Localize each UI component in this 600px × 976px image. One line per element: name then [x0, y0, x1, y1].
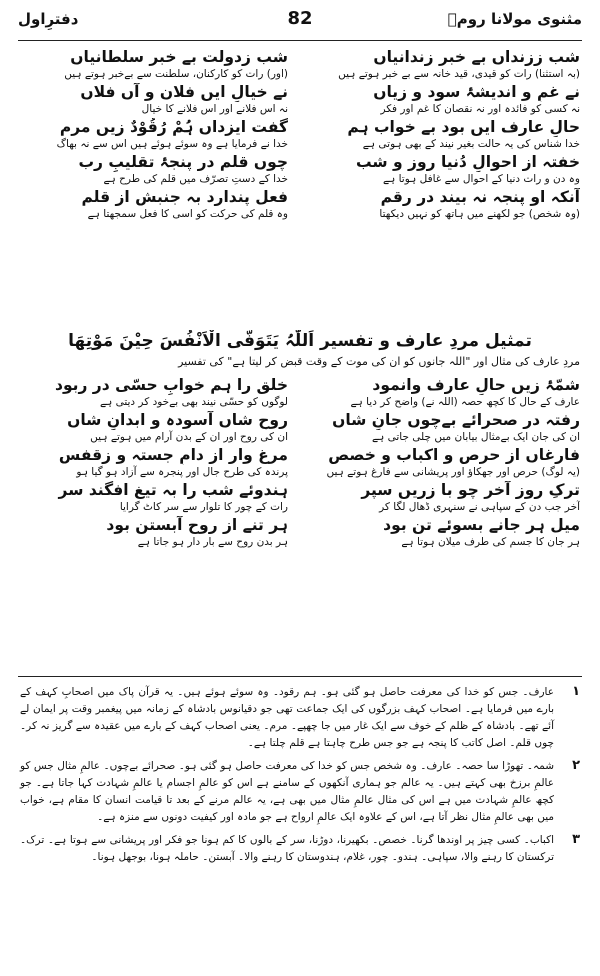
- couplet: [310, 153, 580, 186]
- couplet: [22, 411, 288, 444]
- page-number: 82: [287, 8, 313, 29]
- translation-line: لوگوں کو حسّی نیند بھی بےخود کر دیتی ہے: [99, 396, 288, 408]
- footnote-text: شمہ۔ تھوڑا سا حصہ۔ عارف۔ وہ شخص جس کو خدا کی معرفت حاصل ہو گئی ہو۔ صحرائے بےچوں۔ عالمِ مثال جس کو عالمِ برزخ بھی کہتے ہیں۔ یہ عالم جو ہماری آنکھوں کے سامنے ہے اس کو عالمِ اجسام یا عالمِ شہادت کہا جاتا ہے۔ جو کچھ عالمِ شہادت میں ہے اس کی مثال عالمِ مثال میں بھی ہے، یہ عالم مرنے کے بعد تا قیامت انسان کا مقام ہے، خواب میں بھی عالمِ مثال نظر آتا ہے، اس کے علاوہ ایک عالمِ ارواح ہے جو مادہ اور کیفیت دونوں سے منزہ ہے۔: [20, 760, 554, 823]
- section-subheading: مردِ عارف کی مثال اور "اللہ جانوں کو ان کی موت کے وقت قبض کر لیتا ہے" کی تفسیر: [178, 355, 580, 368]
- couplet: [22, 516, 288, 549]
- footnote: [20, 684, 580, 752]
- verse-line: شب زِدولت بے خبر سلطانیاں: [70, 48, 288, 66]
- couplet: [310, 481, 580, 514]
- translation-line: وہ قلم کی حرکت کو اسی کا فعل سمجھتا ہے: [87, 208, 288, 220]
- verse-line: فارغاں از حرص و اکباب و خصص: [328, 446, 580, 464]
- translation-line: (وہ شخص) جو لکھنے میں ہاتھ کو نہیں دیکھتا: [379, 208, 580, 220]
- couplet: [22, 48, 288, 81]
- left-column-block-1: [22, 48, 288, 223]
- verse-line: روحِ شاں آسودہ و ابدانِ شاں: [67, 411, 288, 429]
- translation-line: رات کے چور کا تلوار سے سر کاٹ گرایا: [119, 501, 288, 513]
- translation-line: وہ دن و رات دنیا کے احوال سے غافل ہوتا ہے: [382, 173, 580, 185]
- translation-line: ہر جان کا جسم کی طرف میلان ہوتا ہے: [401, 536, 580, 548]
- translation-line: عارف کے حال کا کچھ حصہ (اللہ نے) واضح کر دیا ہے: [350, 396, 580, 408]
- couplet: [22, 118, 288, 151]
- footnote-text: اکباب۔ کسی چیز پر اوندھا گرنا۔ خصص۔ بکھیرنا، دوڑنا، سر کے بالوں کا کم ہونا جو فکر اور پریشانی سے ہوتا ہے۔ ترک۔ ترکستان کا رہنے والا، سپاہی۔ ہندو۔ چور، غلام، ہندوستان کا رہنے والا۔ آبستن۔ حاملہ ہونا، بوجھل ہونا۔: [20, 834, 554, 863]
- footnote-marker: ۱: [572, 684, 580, 699]
- couplet: [310, 376, 580, 409]
- verse-line: میل ہر جانے بسوئے تن بود: [383, 516, 580, 534]
- couplet: [22, 153, 288, 186]
- couplet: [310, 83, 580, 116]
- header-rule: [18, 40, 582, 41]
- verse-line: خلق را ہم خوابِ حسّی در ربود: [54, 376, 288, 394]
- couplet: [310, 516, 580, 549]
- verse-line: حالِ عارف ایں بود بے خواب ہم: [347, 118, 580, 136]
- verse-line: نے خیالِ ایں فلان و آں فلاں: [80, 83, 288, 101]
- verse-line: آنکہ او پنجہ نہ بیند در رقم: [380, 188, 580, 206]
- footnote: [20, 832, 580, 866]
- translation-line: (یہ لوگ) حرص اور جھکاؤ اور پریشانی سے فارغ ہوتے ہیں: [326, 466, 580, 478]
- verse-line: ہر تنے از روح آبستن بود: [106, 516, 288, 534]
- footnotes: [20, 684, 580, 872]
- translation-line: خدا کے دستِ تصرّف میں قلم کی طرح ہے: [103, 173, 288, 185]
- couplet: [310, 411, 580, 444]
- book-title: مثنوی مولانا رومؒ: [447, 10, 582, 28]
- translation-line: ان کی جان ایک بےمثال بیابان میں چلی جاتی ہے: [371, 431, 580, 443]
- left-column-block-2: [22, 376, 288, 551]
- couplet: [22, 446, 288, 479]
- section-heading: تمثیل مردِ عارف و تفسیر اَللّٰہُ یَتَوَفَّی الْاَنْفُسَ حِیْنَ مَوْتِھَا: [68, 331, 532, 351]
- translation-line: نہ اس فلانے اور اس فلانے کا خیال: [141, 103, 288, 115]
- couplet: [310, 446, 580, 479]
- right-column-block-2: [310, 376, 580, 551]
- footnote: [20, 758, 580, 826]
- couplet: [310, 48, 580, 81]
- couplet: [22, 83, 288, 116]
- translation-line: نہ کسی کو فائدہ اور نہ نقصان کا غم اور فکر: [380, 103, 580, 115]
- volume-title: دفترِاول: [18, 10, 79, 28]
- footnote-marker: ۳: [572, 832, 580, 847]
- verse-line: نے غمِ و اندیشۂ سود و زیاں: [373, 83, 580, 101]
- translation-line: خدا نے فرمایا ہے وہ سوئے ہوئے ہیں اس سے نہ بھاگ: [56, 138, 288, 150]
- footnote-text: عارف۔ جس کو خدا کی معرفت حاصل ہو گئی ہو۔ ہم رقود۔ وہ سوئے ہوئے ہیں۔ یہ قرآن پاک میں اصحابِ کہف کے بارے میں فرمایا ہے۔ اصحاب کہف بزرگوں کی ایک جماعت تھی جو دقیانوس بادشاہ کے زمانہ میں پیغمبر وقت پر ایمان لے آئے تھے۔ بادشاہ کے ظلم کے خوف سے ایک غار میں جا چھپے۔ مرم۔ یعنی اصحاب کہف کے بارے میں عقیدہ سے گریز نہ کر۔ چوں قلم۔ اصل کاتب کا پنجہ ہے جو جس طرح چاہتا ہے قلم چلتا ہے۔: [20, 686, 554, 749]
- translation-line: (اور) رات کو کارکنان، سلطنت سے بےخبر ہوتے ہیں: [64, 68, 288, 80]
- couplet: [22, 376, 288, 409]
- couplet: [22, 481, 288, 514]
- footnote-rule: [18, 676, 582, 677]
- translation-line: پرندہ کی طرح جال اور پنجرہ سے آزاد ہو گیا ہو: [76, 466, 288, 478]
- page-header: [18, 6, 582, 40]
- translation-line: ہر بدن روح سے بار دار ہو جاتا ہے: [137, 536, 288, 548]
- verse-line: فعل پندارد بہ جنبش از قلم: [81, 188, 288, 206]
- verse-line: ترکِ روز آخر چو با زریں سپر: [361, 481, 580, 499]
- couplet: [310, 188, 580, 221]
- verse-line: مرغ وار از دامِ جستہ و زقفس: [58, 446, 288, 464]
- translation-line: خدا شناس کی یہ حالت بغیر نیند کے بھی ہوتی ہے: [362, 138, 580, 150]
- translation-line: (بہ استثنا) رات کو قیدی، قید خانہ سے بے خبر ہوتے ہیں: [338, 68, 580, 80]
- translation-line: ان کی روح اور ان کے بدن آرام میں ہوتے ہیں: [90, 431, 288, 443]
- verse-line: چوں قلم در پنجۂ تقلیبِ رب: [78, 153, 288, 171]
- verse-line: خفتہ از احوالِ دُنیا روز و شب: [355, 153, 580, 171]
- couplet: [310, 118, 580, 151]
- verse-line: ہندوئے شب را بہ تیغ افگند سر: [58, 481, 288, 499]
- verse-line: شمّۂ زیں حالِ عارف وانمود: [372, 376, 580, 394]
- verse-line: گفت ایزداں ہُمْ رُقُوْدٌ زیں مرم: [59, 118, 288, 136]
- verse-line: رفتہ در صحرائے بےچوں جانِ شاں: [332, 411, 580, 429]
- translation-line: آخر جب دن کے سپاہی نے سنہری ڈھال لگا کر: [379, 501, 580, 513]
- footnote-marker: ۲: [572, 758, 580, 773]
- verse-line: شب زِزنداں بے خبر زندانیاں: [373, 48, 580, 66]
- right-column-block-1: [310, 48, 580, 223]
- couplet: [22, 188, 288, 221]
